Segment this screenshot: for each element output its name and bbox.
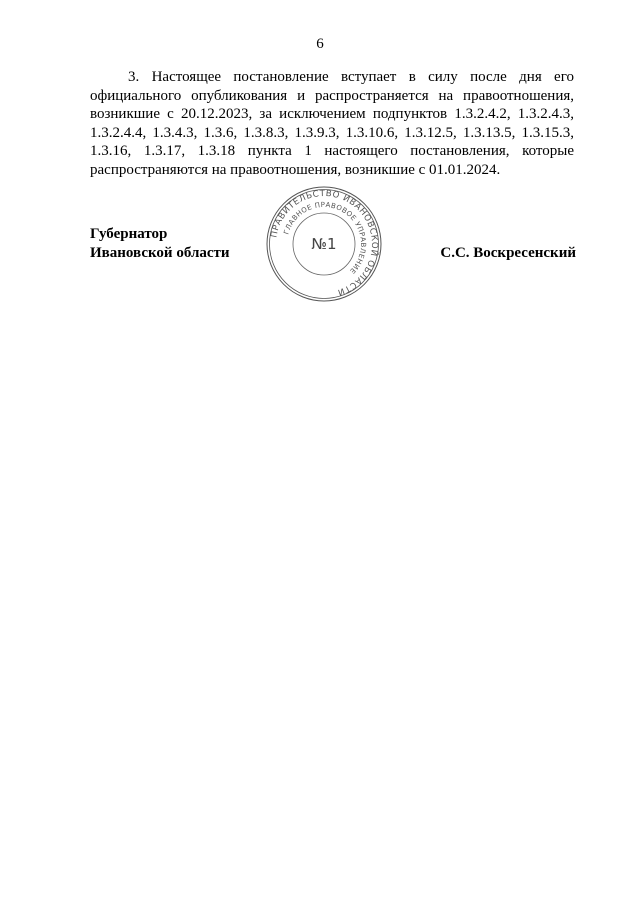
seal-inner-text: ГЛАВНОЕ ПРАВОВОЕ УПРАВЛЕНИЕ [282,200,368,276]
seal-outer-text: ПРАВИТЕЛЬСТВО ИВАНОВСКОЙ ОБЛАСТИ [269,188,380,298]
body-paragraph: 3. Настоящее постановление вступает в силу после дня его официального опубликования и распространяется на правоотношения, возникшие с 20.12.2023, за исключением подпунктов 1.3.2.4.2, 1.3.2.4.3, 1.3.2.4.4, 1.3.4.3, 1.3.6, 1.3.8.3, 1.3.9.3, 1.3.10.6, 1.3.12.5, 1.3.13.5, 1.3.15.3, 1.3.16, 1.3.17, 1.3.18 пункта 1 настоящего постановления, которые распространяются на правоотношения, возникшие с 01.01.2024. [90,69,574,178]
signer-title-line2: Ивановской области [90,245,230,261]
signer-name: С.С. Воскресенский [440,245,576,261]
seal-number: №1 [311,235,337,253]
signer-title [90,225,230,263]
signature-block [90,225,576,305]
page-number: 6 [316,36,324,52]
signer-title-line1: Губернатор [90,226,168,242]
